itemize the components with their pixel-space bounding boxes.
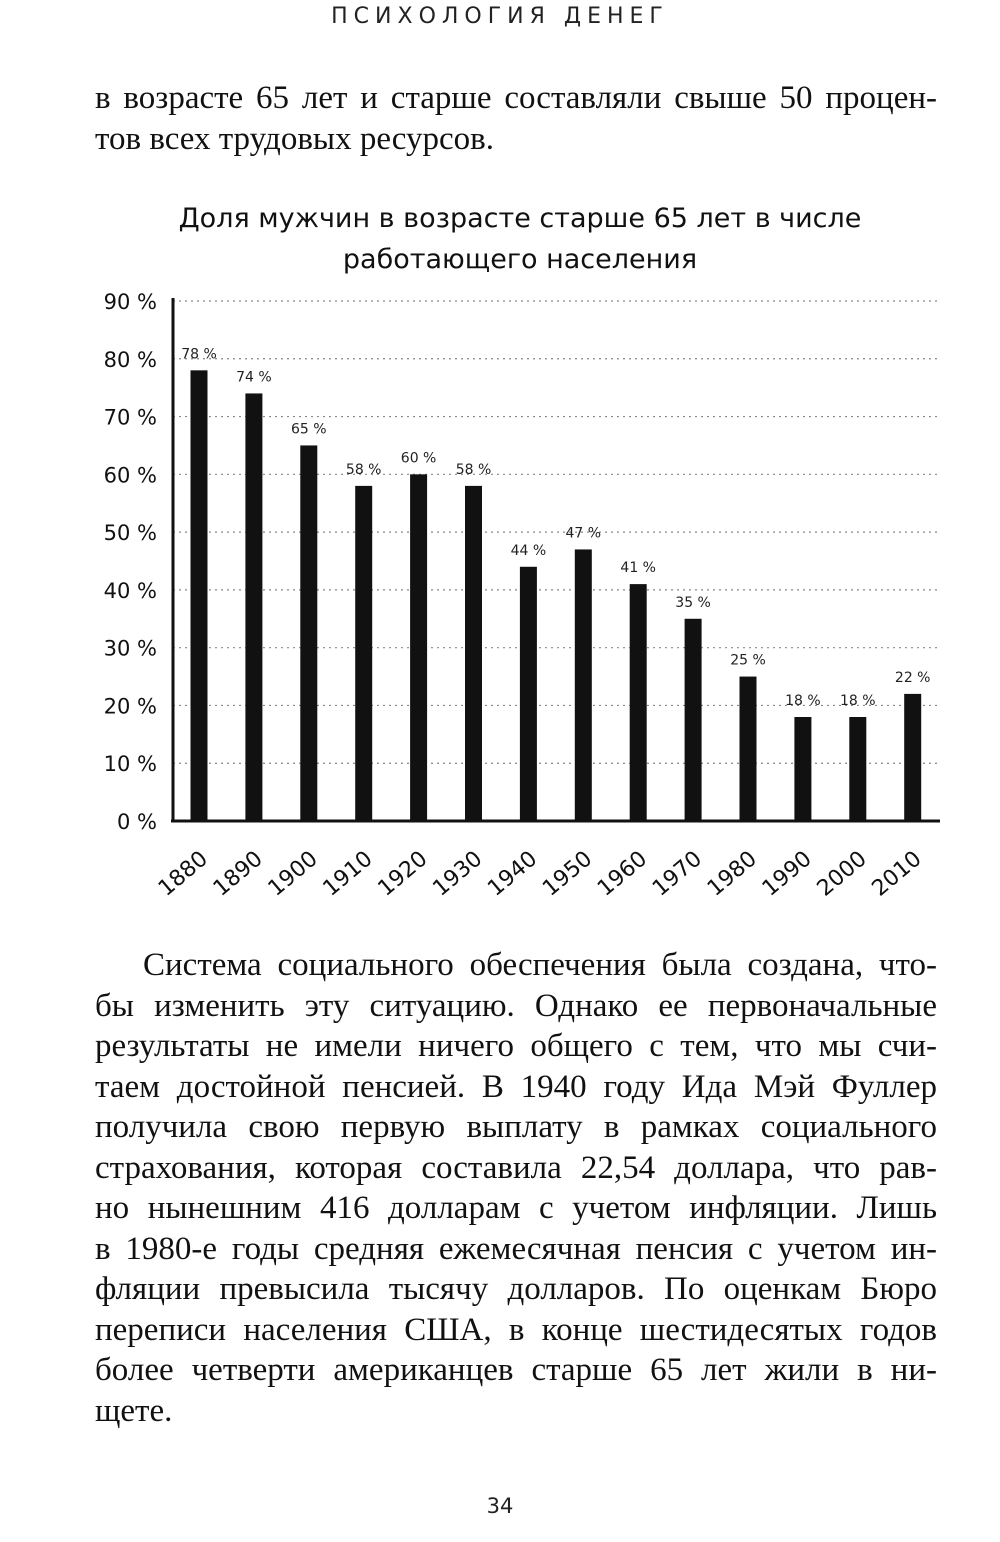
x-tick-label: 1900 — [263, 846, 323, 902]
body-line: бы изменить эту ситуацию. Однако ее первоначальные — [95, 987, 937, 1024]
x-tick-label: 1950 — [538, 846, 598, 902]
y-tick-label: 90 % — [103, 290, 157, 314]
y-tick-label: 70 % — [103, 405, 157, 430]
bar — [245, 393, 262, 821]
bar — [849, 717, 866, 821]
data-label: 25 % — [730, 652, 766, 669]
y-tick-label: 20 % — [103, 694, 157, 719]
x-tick-label: 1880 — [153, 846, 213, 902]
y-tick-label: 0 % — [117, 810, 157, 834]
intro-line: тов всех трудовых ресурсов. — [95, 120, 494, 157]
data-label: 65 % — [291, 421, 327, 438]
y-tick-label: 40 % — [103, 578, 157, 603]
body-line: получила свою первую выплату в рамках социального — [95, 1109, 937, 1145]
x-tick-label: 1990 — [757, 846, 817, 902]
x-tick-label: 1940 — [483, 846, 543, 902]
x-tick-label: 1970 — [647, 846, 707, 902]
x-tick-label: 1980 — [702, 846, 762, 902]
data-label: 18 % — [840, 693, 876, 709]
chart-title-line: работающего населения — [342, 244, 698, 275]
data-label: 41 % — [620, 560, 656, 577]
body-line: более четверти американцев старше 65 лет жили в ни- — [95, 1352, 937, 1388]
data-label: 35 % — [675, 594, 711, 611]
bar-chart — [0, 280, 1000, 920]
bar — [355, 486, 372, 821]
body-line: в 1980-е годы средняя ежемесячная пенсия с учетом ин- — [95, 1230, 937, 1267]
data-label: 58 % — [455, 461, 492, 478]
bar — [520, 567, 537, 821]
bar — [904, 694, 921, 821]
data-label: 44 % — [510, 542, 547, 559]
y-tick-label: 80 % — [103, 347, 157, 372]
chart-title-line: Доля мужчин в возрасте старше 65 лет в числе — [178, 203, 862, 234]
y-tick-label: 30 % — [103, 636, 157, 661]
bar — [685, 619, 702, 821]
y-tick-label: 60 % — [103, 463, 157, 488]
page-number: 34 — [486, 1494, 514, 1518]
body-line: страхования, которая составила 22,54 доллара, что рав- — [95, 1149, 937, 1186]
body-paragraph — [95, 945, 937, 1431]
data-label: 47 % — [565, 525, 602, 542]
x-tick-label: 1920 — [373, 846, 433, 902]
body-line: таем достойной пенсией. В 1940 году Ида Мэй Фуллер — [95, 1068, 937, 1105]
x-tick-label: 1960 — [593, 846, 653, 902]
bar — [740, 677, 757, 821]
bar — [410, 474, 427, 821]
bar — [575, 549, 592, 821]
data-label: 22 % — [894, 669, 931, 686]
data-label: 74 % — [236, 369, 272, 386]
data-label: 60 % — [400, 450, 437, 467]
bar — [630, 584, 647, 821]
x-tick-label: 2010 — [867, 846, 927, 902]
data-label: 58 % — [345, 461, 382, 478]
intro-paragraph — [95, 78, 937, 159]
body-line: но нынешним 416 долларам с учетом инфляции. Лишь — [95, 1190, 937, 1226]
x-tick-label: 2000 — [812, 846, 872, 902]
y-tick-label: 10 % — [103, 752, 157, 777]
x-tick-label: 1890 — [208, 846, 268, 902]
data-label: 18 % — [785, 693, 821, 709]
bar — [794, 717, 811, 821]
x-tick-label: 1930 — [428, 846, 488, 902]
intro-line: в возрасте 65 лет и старше составляли свыше 50 процен- — [95, 80, 937, 116]
body-line: Система социального обеспечения была создана, что- — [143, 947, 937, 983]
bar — [191, 370, 208, 821]
y-tick-label: 50 % — [103, 521, 157, 546]
bar — [300, 445, 317, 821]
body-line: переписи населения США, в конце шестидесятых годов — [95, 1311, 937, 1348]
x-tick-label: 1910 — [318, 846, 378, 902]
running-header: ПСИХОЛОГИЯ ДЕНЕГ — [331, 4, 669, 29]
body-line: щете. — [95, 1392, 173, 1429]
chart-title — [100, 198, 940, 280]
body-line: фляции превысила тысячу долларов. По оценкам Бюро — [95, 1271, 937, 1307]
data-label: 78 % — [181, 346, 217, 363]
body-line: результаты не имели ничего общего с тем, что мы счи- — [95, 1028, 937, 1064]
bar — [465, 486, 482, 821]
